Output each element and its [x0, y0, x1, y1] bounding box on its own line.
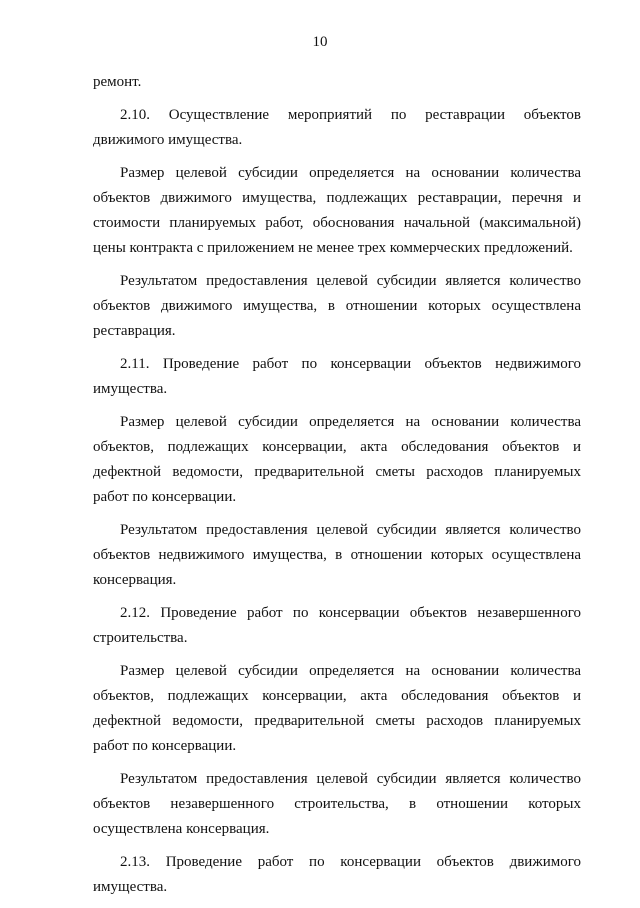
paragraph: Размер целевой субсидии определяется на основании количества объектов, подлежащих консервации, акта обследования объектов и дефектной ведомости, предварительной сметы расходов планируемых работ по консервации. [93, 414, 581, 505]
paragraph: ремонт. [93, 74, 142, 90]
paragraph: 2.13. Проведение работ по консервации объектов движимого имущества. [93, 854, 581, 895]
paragraph: Результатом предоставления целевой субсидии является количество объектов недвижимого имущества, в отношении которых осуществлена консервация. [93, 522, 581, 588]
page-number: 10 [312, 34, 328, 50]
paragraph: 2.11. Проведение работ по консервации объектов недвижимого имущества. [93, 356, 581, 397]
document-body [93, 70, 581, 908]
paragraph: Результатом предоставления целевой субсидии является количество объектов движимого имущества, в отношении которых осуществлена реставрация. [93, 273, 581, 339]
paragraph: Размер целевой субсидии определяется на основании количества объектов, подлежащих консервации, акта обследования объектов и дефектной ведомости, предварительной сметы расходов планируемых работ по консервации. [93, 663, 581, 754]
paragraph: Размер целевой субсидии определяется на основании количества объектов движимого имущества, подлежащих реставрации, перечня и стоимости планируемых работ, обоснования начальной (максимальной) цены контракта с приложением не менее трех коммерческих предложений. [93, 165, 581, 256]
paragraph: 2.12. Проведение работ по консервации объектов незавершенного строительства. [93, 605, 581, 646]
paragraph: Результатом предоставления целевой субсидии является количество объектов незавершенного строительства, в отношении которых осуществлена консервация. [93, 771, 581, 837]
paragraph: 2.10. Осуществление мероприятий по реставрации объектов движимого имущества. [93, 107, 581, 148]
